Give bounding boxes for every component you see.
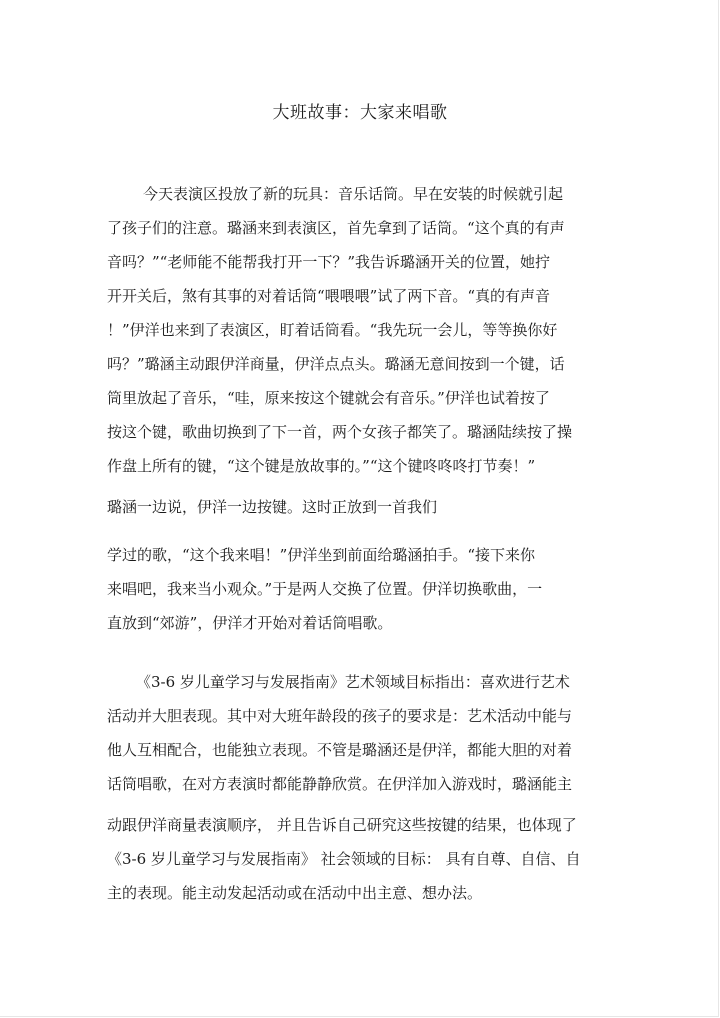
para1-line-8: 按这个键，歌曲切换到了下一首，两个女孩子都笑了。璐涵陆续按了操 xyxy=(107,423,573,441)
para3-line-7: 主的表现。能主动发起活动或在活动中出主意、想办法。 xyxy=(107,884,483,902)
para2-line-2: 来唱吧，我来当小观众。”于是两人交换了位置。伊洋切换歌曲，一 xyxy=(107,580,543,598)
para3-line-5: 动跟伊洋商量表演顺序， 并且告诉自己研究这些按键的结果，也体现了 xyxy=(107,816,577,834)
para2-line-1: 学过的歌，“这个我来唱！”伊洋坐到前面给璐涵拍手。“接下来你 xyxy=(107,546,536,564)
para3-line-4: 话筒唱歌，在对方表演时都能静静欣赏。在伊洋加入游戏时，璐涵能主 xyxy=(107,775,573,793)
para3-line-3: 他人互相配合，也能独立表现。不管是璐涵还是伊洋，都能大胆的对着 xyxy=(107,741,573,759)
document-title: 大班故事：大家来唱歌 xyxy=(272,103,448,123)
para1-line-1: 今天表演区投放了新的玩具：音乐话筒。早在安装的时候就引起 xyxy=(143,185,564,203)
para1-line-7: 筒里放起了音乐，“哇，原来按这个键就会有音乐。”伊洋也试着按了 xyxy=(107,389,550,407)
para1-line-6: 吗？”璐涵主动跟伊洋商量，伊洋点点头。璐涵无意间按到一个键，话 xyxy=(107,355,565,373)
para3-line-1: 《3-6 岁儿童学习与发展指南》艺术领域目标指出：喜欢进行艺术 xyxy=(136,673,570,691)
para3-line-6: 《3-6 岁儿童学习与发展指南》 社会领域的目标： 具有自尊、自信、自 xyxy=(107,850,581,868)
para1-line-3: 音吗？”“老师能不能帮我打开一下？”我告诉璐涵开关的位置，她拧 xyxy=(107,253,551,271)
para1-line-5: ！”伊洋也来到了表演区，盯着话筒看。“我先玩一会儿，等等换你好 xyxy=(107,321,558,339)
para1-line-4: 开开关后，煞有其事的对着话筒“喂喂喂”试了两下音。“真的有声音 xyxy=(107,287,551,305)
para1-line-2: 了孩子们的注意。璐涵来到表演区，首先拿到了话筒。“这个真的有声 xyxy=(107,219,565,237)
para1-line-9: 作盘上所有的键，“这个键是放故事的。”“这个键咚咚咚打节奏！” xyxy=(107,457,536,475)
para2-line-3: 直放到“郊游”，伊洋才开始对着话筒唱歌。 xyxy=(107,614,393,632)
para1-line-10: 璐涵一边说，伊洋一边按键。这时正放到一首我们 xyxy=(107,498,438,516)
para3-line-2: 活动并大胆表现。其中对大班年龄段的孩子的要求是：艺术活动中能与 xyxy=(107,707,573,725)
